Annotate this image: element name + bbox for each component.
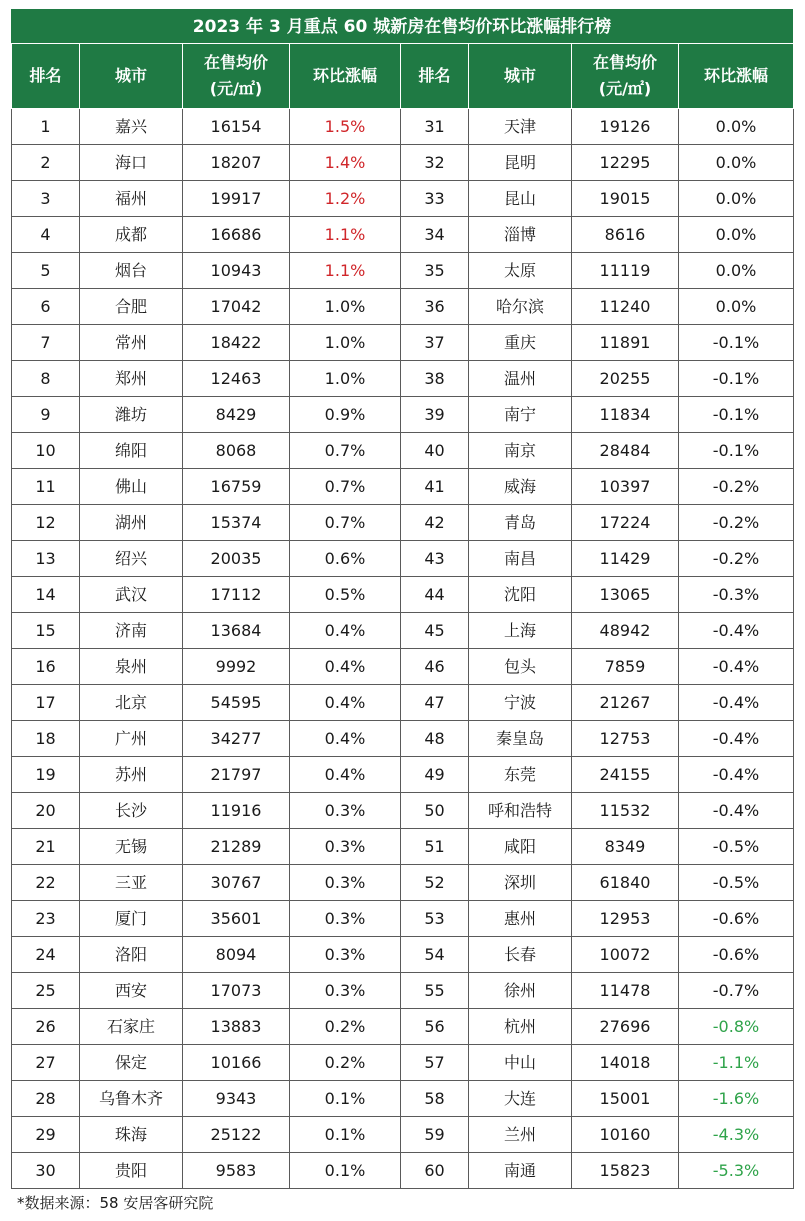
table-row [12, 901, 794, 937]
cell-change: -0.1% [679, 397, 794, 433]
cell-rank: 33 [401, 181, 469, 217]
cell-change: 0.2% [290, 1045, 401, 1081]
cell-rank: 29 [12, 1117, 80, 1153]
cell-city: 南宁 [469, 397, 572, 433]
header-price-line2: (元/㎡) [598, 79, 652, 98]
cell-price: 16154 [183, 109, 290, 145]
cell-price: 10166 [183, 1045, 290, 1081]
header-city: 城市 [80, 44, 183, 109]
cell-city: 绍兴 [80, 541, 183, 577]
table-row [12, 685, 794, 721]
cell-city: 威海 [469, 469, 572, 505]
cell-change: -0.5% [679, 829, 794, 865]
cell-change: 0.0% [679, 253, 794, 289]
cell-price: 25122 [183, 1117, 290, 1153]
cell-rank: 28 [12, 1081, 80, 1117]
cell-change: 0.4% [290, 649, 401, 685]
header-row [12, 44, 794, 109]
cell-change: 1.1% [290, 217, 401, 253]
cell-price: 35601 [183, 901, 290, 937]
cell-rank: 52 [401, 865, 469, 901]
cell-change: -0.8% [679, 1009, 794, 1045]
table-row [12, 325, 794, 361]
table-row [12, 145, 794, 181]
cell-price: 12753 [572, 721, 679, 757]
cell-change: -0.7% [679, 973, 794, 1009]
cell-rank: 39 [401, 397, 469, 433]
table-title: 2023 年 3 月重点 60 城新房在售均价环比涨幅排行榜 [11, 9, 793, 43]
table-row [12, 505, 794, 541]
cell-price: 18207 [183, 145, 290, 181]
cell-change: -0.5% [679, 865, 794, 901]
cell-change: -4.3% [679, 1117, 794, 1153]
cell-city: 潍坊 [80, 397, 183, 433]
table-row [12, 973, 794, 1009]
cell-change: -0.2% [679, 505, 794, 541]
cell-price: 11240 [572, 289, 679, 325]
cell-rank: 32 [401, 145, 469, 181]
cell-price: 61840 [572, 865, 679, 901]
cell-rank: 50 [401, 793, 469, 829]
cell-rank: 26 [12, 1009, 80, 1045]
cell-change: -0.4% [679, 685, 794, 721]
cell-price: 27696 [572, 1009, 679, 1045]
cell-price: 17042 [183, 289, 290, 325]
cell-change: 1.2% [290, 181, 401, 217]
cell-rank: 59 [401, 1117, 469, 1153]
cell-rank: 19 [12, 757, 80, 793]
cell-rank: 40 [401, 433, 469, 469]
cell-price: 19917 [183, 181, 290, 217]
cell-city: 石家庄 [80, 1009, 183, 1045]
cell-change: -0.3% [679, 577, 794, 613]
cell-price: 21289 [183, 829, 290, 865]
cell-price: 21267 [572, 685, 679, 721]
cell-price: 48942 [572, 613, 679, 649]
table-body [12, 109, 794, 1189]
cell-rank: 44 [401, 577, 469, 613]
cell-rank: 24 [12, 937, 80, 973]
cell-rank: 3 [12, 181, 80, 217]
cell-rank: 51 [401, 829, 469, 865]
table-row [12, 721, 794, 757]
cell-city: 秦皇岛 [469, 721, 572, 757]
table-row [12, 757, 794, 793]
cell-city: 保定 [80, 1045, 183, 1081]
cell-price: 10943 [183, 253, 290, 289]
cell-price: 11478 [572, 973, 679, 1009]
cell-price: 11429 [572, 541, 679, 577]
cell-city: 湖州 [80, 505, 183, 541]
cell-price: 13684 [183, 613, 290, 649]
cell-price: 19015 [572, 181, 679, 217]
table-row [12, 217, 794, 253]
cell-rank: 22 [12, 865, 80, 901]
cell-change: -0.4% [679, 793, 794, 829]
cell-change: 0.0% [679, 217, 794, 253]
cell-price: 11916 [183, 793, 290, 829]
cell-city: 大连 [469, 1081, 572, 1117]
cell-rank: 30 [12, 1153, 80, 1189]
header-city: 城市 [469, 44, 572, 109]
cell-price: 17224 [572, 505, 679, 541]
cell-change: 0.3% [290, 793, 401, 829]
header-change: 环比涨幅 [290, 44, 401, 109]
cell-price: 11891 [572, 325, 679, 361]
cell-price: 8094 [183, 937, 290, 973]
table-row [12, 1117, 794, 1153]
cell-city: 泉州 [80, 649, 183, 685]
cell-change: 0.4% [290, 757, 401, 793]
cell-rank: 46 [401, 649, 469, 685]
cell-change: 0.7% [290, 433, 401, 469]
cell-city: 昆山 [469, 181, 572, 217]
table-row [12, 253, 794, 289]
cell-city: 珠海 [80, 1117, 183, 1153]
cell-rank: 1 [12, 109, 80, 145]
cell-change: -0.6% [679, 901, 794, 937]
cell-city: 青岛 [469, 505, 572, 541]
cell-rank: 10 [12, 433, 80, 469]
table-row [12, 1081, 794, 1117]
cell-change: -0.1% [679, 433, 794, 469]
table-row [12, 1153, 794, 1189]
cell-price: 54595 [183, 685, 290, 721]
cell-city: 成都 [80, 217, 183, 253]
header-price-line2: (元/㎡) [209, 79, 263, 98]
cell-city: 深圳 [469, 865, 572, 901]
cell-change: 0.5% [290, 577, 401, 613]
cell-change: -0.4% [679, 721, 794, 757]
cell-rank: 54 [401, 937, 469, 973]
cell-city: 上海 [469, 613, 572, 649]
cell-change: 0.4% [290, 685, 401, 721]
cell-price: 15001 [572, 1081, 679, 1117]
cell-change: 0.0% [679, 145, 794, 181]
cell-change: 0.0% [679, 181, 794, 217]
ranking-table-container [11, 9, 793, 1189]
cell-price: 9343 [183, 1081, 290, 1117]
cell-price: 10397 [572, 469, 679, 505]
cell-city: 徐州 [469, 973, 572, 1009]
cell-change: -0.6% [679, 937, 794, 973]
cell-change: 0.1% [290, 1153, 401, 1189]
cell-city: 海口 [80, 145, 183, 181]
header-price-line1: 在售均价 [592, 53, 657, 72]
table-row [12, 829, 794, 865]
cell-price: 21797 [183, 757, 290, 793]
cell-rank: 27 [12, 1045, 80, 1081]
cell-rank: 11 [12, 469, 80, 505]
table-row [12, 865, 794, 901]
cell-price: 11532 [572, 793, 679, 829]
cell-city: 兰州 [469, 1117, 572, 1153]
cell-rank: 43 [401, 541, 469, 577]
cell-price: 20255 [572, 361, 679, 397]
cell-city: 烟台 [80, 253, 183, 289]
header-change: 环比涨幅 [679, 44, 794, 109]
cell-rank: 55 [401, 973, 469, 1009]
cell-city: 淄博 [469, 217, 572, 253]
table-row [12, 649, 794, 685]
cell-price: 7859 [572, 649, 679, 685]
header-rank: 排名 [401, 44, 469, 109]
cell-price: 14018 [572, 1045, 679, 1081]
cell-city: 南京 [469, 433, 572, 469]
cell-rank: 5 [12, 253, 80, 289]
table-row [12, 397, 794, 433]
cell-city: 呼和浩特 [469, 793, 572, 829]
cell-change: -1.6% [679, 1081, 794, 1117]
table-row [12, 1009, 794, 1045]
table-row [12, 361, 794, 397]
cell-city: 郑州 [80, 361, 183, 397]
cell-rank: 6 [12, 289, 80, 325]
cell-change: 0.3% [290, 901, 401, 937]
table-row [12, 613, 794, 649]
cell-price: 15374 [183, 505, 290, 541]
cell-change: 0.1% [290, 1117, 401, 1153]
cell-change: 0.3% [290, 973, 401, 1009]
cell-change: -0.4% [679, 649, 794, 685]
cell-change: -1.1% [679, 1045, 794, 1081]
cell-change: 1.4% [290, 145, 401, 181]
cell-price: 16759 [183, 469, 290, 505]
table-row [12, 793, 794, 829]
cell-city: 南昌 [469, 541, 572, 577]
cell-city: 咸阳 [469, 829, 572, 865]
cell-city: 厦门 [80, 901, 183, 937]
cell-change: -0.2% [679, 469, 794, 505]
cell-rank: 20 [12, 793, 80, 829]
cell-rank: 57 [401, 1045, 469, 1081]
header-price [183, 44, 290, 109]
cell-city: 无锡 [80, 829, 183, 865]
cell-rank: 25 [12, 973, 80, 1009]
cell-price: 12953 [572, 901, 679, 937]
cell-city: 常州 [80, 325, 183, 361]
cell-price: 8349 [572, 829, 679, 865]
cell-change: 0.1% [290, 1081, 401, 1117]
cell-city: 包头 [469, 649, 572, 685]
cell-price: 13065 [572, 577, 679, 613]
cell-price: 34277 [183, 721, 290, 757]
cell-rank: 12 [12, 505, 80, 541]
cell-rank: 36 [401, 289, 469, 325]
cell-rank: 60 [401, 1153, 469, 1189]
cell-rank: 45 [401, 613, 469, 649]
cell-city: 贵阳 [80, 1153, 183, 1189]
cell-city: 绵阳 [80, 433, 183, 469]
cell-rank: 16 [12, 649, 80, 685]
cell-rank: 2 [12, 145, 80, 181]
cell-city: 沈阳 [469, 577, 572, 613]
cell-price: 8068 [183, 433, 290, 469]
cell-price: 20035 [183, 541, 290, 577]
cell-city: 太原 [469, 253, 572, 289]
cell-change: 0.7% [290, 505, 401, 541]
cell-city: 广州 [80, 721, 183, 757]
cell-change: 0.4% [290, 721, 401, 757]
cell-city: 重庆 [469, 325, 572, 361]
cell-city: 嘉兴 [80, 109, 183, 145]
cell-city: 惠州 [469, 901, 572, 937]
cell-change: 0.2% [290, 1009, 401, 1045]
header-rank: 排名 [12, 44, 80, 109]
cell-change: 0.3% [290, 865, 401, 901]
table-row [12, 541, 794, 577]
cell-rank: 53 [401, 901, 469, 937]
cell-price: 9583 [183, 1153, 290, 1189]
table-row [12, 289, 794, 325]
cell-rank: 14 [12, 577, 80, 613]
cell-price: 16686 [183, 217, 290, 253]
cell-price: 12463 [183, 361, 290, 397]
cell-rank: 23 [12, 901, 80, 937]
cell-rank: 41 [401, 469, 469, 505]
cell-price: 9992 [183, 649, 290, 685]
table-row [12, 1045, 794, 1081]
cell-price: 11834 [572, 397, 679, 433]
cell-city: 济南 [80, 613, 183, 649]
cell-price: 17073 [183, 973, 290, 1009]
cell-change: 1.1% [290, 253, 401, 289]
cell-price: 13883 [183, 1009, 290, 1045]
cell-change: 0.3% [290, 937, 401, 973]
cell-price: 19126 [572, 109, 679, 145]
cell-change: 1.0% [290, 361, 401, 397]
header-price-line1: 在售均价 [203, 53, 268, 72]
table-row [12, 109, 794, 145]
cell-rank: 17 [12, 685, 80, 721]
cell-rank: 56 [401, 1009, 469, 1045]
cell-price: 8429 [183, 397, 290, 433]
cell-rank: 48 [401, 721, 469, 757]
cell-rank: 49 [401, 757, 469, 793]
cell-rank: 18 [12, 721, 80, 757]
cell-price: 10160 [572, 1117, 679, 1153]
cell-city: 宁波 [469, 685, 572, 721]
cell-price: 12295 [572, 145, 679, 181]
cell-change: 0.0% [679, 289, 794, 325]
cell-city: 中山 [469, 1045, 572, 1081]
cell-city: 佛山 [80, 469, 183, 505]
cell-change: -0.4% [679, 613, 794, 649]
cell-price: 24155 [572, 757, 679, 793]
cell-rank: 4 [12, 217, 80, 253]
cell-change: -0.1% [679, 325, 794, 361]
cell-change: 1.0% [290, 289, 401, 325]
cell-change: 0.0% [679, 109, 794, 145]
cell-rank: 31 [401, 109, 469, 145]
cell-city: 昆明 [469, 145, 572, 181]
cell-rank: 58 [401, 1081, 469, 1117]
cell-city: 三亚 [80, 865, 183, 901]
cell-city: 苏州 [80, 757, 183, 793]
cell-price: 15823 [572, 1153, 679, 1189]
table-row [12, 469, 794, 505]
cell-rank: 13 [12, 541, 80, 577]
cell-rank: 34 [401, 217, 469, 253]
table-row [12, 577, 794, 613]
cell-price: 17112 [183, 577, 290, 613]
cell-rank: 47 [401, 685, 469, 721]
cell-city: 武汉 [80, 577, 183, 613]
cell-change: 0.4% [290, 613, 401, 649]
cell-city: 乌鲁木齐 [80, 1081, 183, 1117]
cell-rank: 38 [401, 361, 469, 397]
cell-change: 1.5% [290, 109, 401, 145]
cell-city: 洛阳 [80, 937, 183, 973]
cell-city: 温州 [469, 361, 572, 397]
cell-city: 合肥 [80, 289, 183, 325]
cell-price: 11119 [572, 253, 679, 289]
data-source-note: *数据来源：58 安居客研究院 [17, 1194, 214, 1212]
cell-price: 8616 [572, 217, 679, 253]
cell-city: 哈尔滨 [469, 289, 572, 325]
cell-change: 1.0% [290, 325, 401, 361]
cell-city: 东莞 [469, 757, 572, 793]
cell-rank: 21 [12, 829, 80, 865]
cell-price: 28484 [572, 433, 679, 469]
cell-city: 福州 [80, 181, 183, 217]
cell-rank: 35 [401, 253, 469, 289]
cell-change: -0.2% [679, 541, 794, 577]
cell-city: 长沙 [80, 793, 183, 829]
cell-change: 0.9% [290, 397, 401, 433]
cell-rank: 8 [12, 361, 80, 397]
cell-city: 长春 [469, 937, 572, 973]
cell-city: 天津 [469, 109, 572, 145]
header-price [572, 44, 679, 109]
table-row [12, 937, 794, 973]
cell-change: 0.6% [290, 541, 401, 577]
table-row [12, 181, 794, 217]
cell-rank: 9 [12, 397, 80, 433]
cell-change: 0.7% [290, 469, 401, 505]
cell-change: -0.1% [679, 361, 794, 397]
cell-rank: 7 [12, 325, 80, 361]
cell-price: 10072 [572, 937, 679, 973]
cell-rank: 37 [401, 325, 469, 361]
table-row [12, 433, 794, 469]
cell-price: 30767 [183, 865, 290, 901]
cell-city: 南通 [469, 1153, 572, 1189]
cell-change: -5.3% [679, 1153, 794, 1189]
cell-rank: 15 [12, 613, 80, 649]
ranking-table [11, 43, 794, 1189]
cell-city: 北京 [80, 685, 183, 721]
cell-city: 西安 [80, 973, 183, 1009]
cell-city: 杭州 [469, 1009, 572, 1045]
cell-change: -0.4% [679, 757, 794, 793]
cell-price: 18422 [183, 325, 290, 361]
cell-change: 0.3% [290, 829, 401, 865]
cell-rank: 42 [401, 505, 469, 541]
